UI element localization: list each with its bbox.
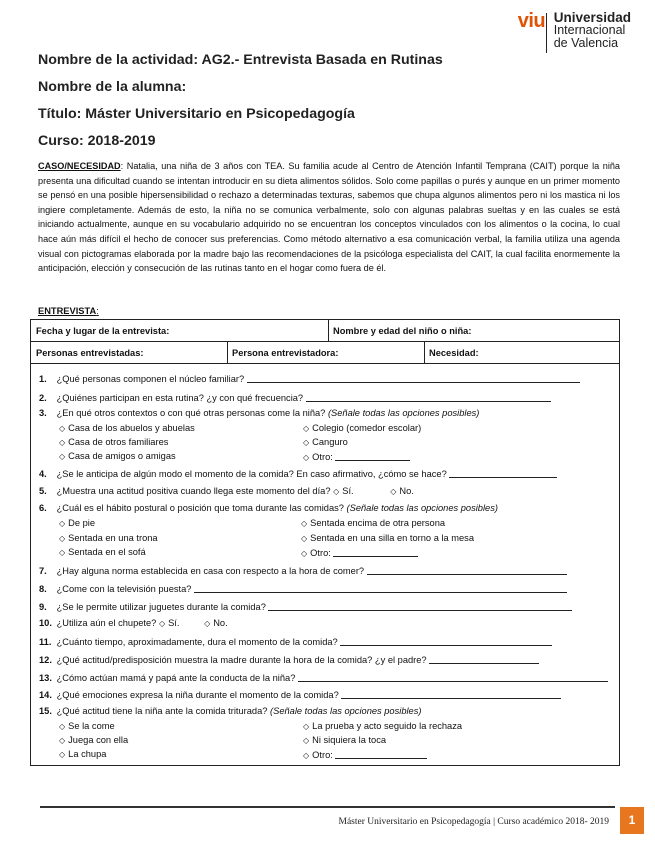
answer-line[interactable]	[429, 654, 539, 664]
question-text: ¿Qué emociones expresa la niña durante el momento de la comida?	[56, 690, 339, 700]
question-number: 5.	[39, 486, 47, 496]
diamond-icon: ◇	[59, 736, 66, 745]
child-name-age-field[interactable]: Nombre y edad del niño o niña:	[333, 326, 472, 336]
diamond-icon: ◇	[301, 549, 308, 558]
question-hint: (Señale todas las opciones posibles)	[327, 408, 480, 418]
question-6	[39, 503, 498, 513]
question-text: ¿Quiénes participan en esta rutina? ¿y con qué frecuencia?	[56, 393, 304, 403]
option-yes[interactable]: Sí.	[342, 486, 354, 496]
logo-line-1: Universidad	[553, 10, 631, 25]
question-1	[39, 373, 580, 384]
option-label: Canguro	[312, 437, 348, 447]
logo-line-2: Internacional	[553, 23, 626, 37]
answer-line[interactable]	[449, 468, 557, 478]
answer-line[interactable]	[367, 565, 567, 575]
interview-form	[30, 319, 620, 766]
question-number: 4.	[39, 469, 47, 479]
question-9	[39, 601, 572, 612]
option-label: Otro:	[312, 452, 333, 462]
question-4	[39, 468, 557, 479]
option-checkbox[interactable]	[59, 423, 195, 433]
diamond-icon: ◇	[303, 424, 310, 433]
option-checkbox[interactable]	[301, 547, 418, 558]
diamond-icon: ◇	[59, 519, 66, 528]
diamond-icon: ◇	[59, 750, 66, 759]
answer-line[interactable]	[194, 583, 567, 593]
question-text: ¿Come con la televisión puesta?	[56, 584, 192, 594]
option-checkbox[interactable]	[59, 721, 115, 731]
student-name: Nombre de la alumna:	[38, 79, 187, 95]
option-checkbox[interactable]	[59, 451, 176, 461]
diamond-icon: ◇	[59, 722, 66, 731]
question-text: ¿Qué personas componen el núcleo familiar?	[56, 374, 245, 384]
logo-divider	[546, 13, 547, 53]
question-number: 8.	[39, 584, 47, 594]
answer-line[interactable]	[268, 601, 572, 611]
interview-label-colon: :	[96, 306, 99, 316]
diamond-icon: ◇	[301, 519, 308, 528]
diamond-icon: ◇	[59, 548, 66, 557]
question-13	[39, 672, 608, 683]
option-checkbox[interactable]	[303, 437, 348, 447]
option-checkbox[interactable]	[59, 547, 146, 557]
question-11	[39, 636, 552, 647]
option-yes[interactable]: Sí.	[168, 618, 180, 628]
question-number: 9.	[39, 602, 47, 612]
option-label: Otro:	[310, 548, 331, 558]
question-8	[39, 583, 567, 594]
option-label: Sentada encima de otra persona	[310, 518, 446, 528]
question-number: 12.	[39, 655, 52, 665]
option-label: Sentada en el sofá	[68, 547, 146, 557]
option-label: Juega con ella	[68, 735, 129, 745]
diamond-icon: ◇	[59, 438, 66, 447]
date-place-field[interactable]: Fecha y lugar de la entrevista:	[36, 326, 170, 336]
question-text: ¿Muestra una actitud positiva cuando llega este momento del día?	[56, 486, 331, 496]
answer-line[interactable]	[298, 672, 608, 682]
question-2	[39, 392, 551, 403]
question-text: ¿Se le anticipa de algún modo el momento de la comida? En caso afirmativo, ¿cómo se hace?	[56, 469, 447, 479]
question-text: ¿Utiliza aún el chupete?	[56, 618, 157, 628]
answer-line[interactable]	[335, 749, 427, 759]
option-label: La chupa	[68, 749, 107, 759]
diamond-icon: ◇	[303, 438, 310, 447]
option-checkbox[interactable]	[301, 533, 474, 543]
page-number: 1	[620, 807, 644, 834]
diamond-icon[interactable]: ◇	[333, 487, 340, 496]
diamond-icon[interactable]: ◇	[390, 487, 397, 496]
diamond-icon: ◇	[303, 751, 310, 760]
option-label: Casa de los abuelos y abuelas	[68, 423, 195, 433]
answer-line[interactable]	[333, 547, 418, 557]
question-number: 14.	[39, 690, 52, 700]
form-header-row-1	[31, 320, 619, 342]
option-checkbox[interactable]	[59, 437, 168, 447]
footer-text: Máster Universitario en Psicopedagogía | Curso académico 2018- 2019	[338, 817, 609, 827]
option-label: Otro:	[312, 750, 333, 760]
option-label: La prueba y acto seguido la rechaza	[312, 721, 463, 731]
question-7	[39, 565, 567, 576]
interviewer-field[interactable]: Persona entrevistadora:	[232, 348, 339, 358]
degree-title: Título: Máster Universitario en Psicopedagogía	[38, 106, 355, 122]
question-hint: (Señale todas las opciones posibles)	[270, 706, 422, 716]
answer-line[interactable]	[340, 636, 552, 646]
logo-line-3: de Valencia	[553, 36, 619, 50]
option-label: Ni siquiera la toca	[312, 735, 387, 745]
option-checkbox[interactable]	[59, 749, 106, 759]
footer-rule	[40, 806, 615, 808]
need-field[interactable]: Necesidad:	[429, 348, 479, 358]
option-checkbox[interactable]	[303, 423, 421, 433]
diamond-icon: ◇	[303, 453, 310, 462]
question-12	[39, 654, 539, 665]
question-text: ¿Qué actitud tiene la niña ante la comida triturada?	[56, 706, 268, 716]
answer-line[interactable]	[335, 451, 410, 461]
question-number: 15.	[39, 706, 52, 716]
question-number: 13.	[39, 673, 52, 683]
diamond-icon: ◇	[303, 736, 310, 745]
question-15	[39, 706, 421, 716]
question-3	[39, 408, 479, 418]
question-number: 1.	[39, 374, 47, 384]
answer-line[interactable]	[341, 689, 561, 699]
diamond-icon: ◇	[59, 424, 66, 433]
option-label: Casa de otros familiares	[68, 437, 169, 447]
case-text: : Natalia, una niña de 3 años con TEA. Su familia acude al Centro de Atención Infantil Temprana (CAIT) porque la niña presenta una dificultad cuando se intentan introducir en su dieta alimentos sólidos. Solo come papillas o purés y aunque en un primer momento se pensó en una posible hipersensibilidad o rechazo a determinadas texturas, sabemos que chupa algunos alimentos pero ni los mastica ni los ingiere completamente. Además de esto, la niña no se comunica verbalmente, solo con algunas palabras sueltas y en las cuales se está iniciando actualmente, aunque en su vocabulario adquirido no se encuentran los conceptos vinculados con los alimentos o la cocina, lo cual hace aún más difícil el hecho de conocer sus preferencias. Como método alternativo a esa comunicación verbal, la familia utiliza una agenda visual con pictogramas elaborada por la madre bajo las recomendaciones de la psicóloga especialista del CAIT, la cual facilita enormemente la anticipación, elección y consecución de las rutinas tanto en el hogar como fuera de él.	[38, 161, 620, 274]
option-label: Casa de amigos o amigas	[68, 451, 176, 461]
form-header-row-2	[31, 342, 619, 364]
option-label: Sentada en una silla en torno a la mesa	[310, 533, 474, 543]
question-text: ¿Qué actitud/predisposición muestra la madre durante la hora de la comida? ¿y el padre?	[56, 655, 427, 665]
answer-line[interactable]	[247, 373, 580, 383]
university-logo	[517, 10, 631, 57]
question-text: ¿Cuánto tiempo, aproximadamente, dura el momento de la comida?	[56, 637, 338, 647]
question-number: 7.	[39, 566, 47, 576]
diamond-icon: ◇	[303, 722, 310, 731]
option-checkbox[interactable]	[59, 518, 95, 528]
activity-name: Nombre de la actividad: AG2.- Entrevista Basada en Rutinas	[38, 52, 443, 68]
question-number: 6.	[39, 503, 47, 513]
option-checkbox[interactable]	[303, 451, 410, 462]
option-checkbox[interactable]	[303, 721, 462, 731]
question-5	[39, 486, 414, 496]
interview-label-text: ENTREVISTA	[38, 306, 97, 316]
option-checkbox[interactable]	[303, 735, 386, 745]
diamond-icon: ◇	[59, 452, 66, 461]
option-label: De pie	[68, 518, 96, 528]
question-number: 3.	[39, 408, 47, 418]
question-number: 11.	[39, 637, 52, 647]
option-checkbox[interactable]	[59, 735, 128, 745]
interview-label	[38, 306, 99, 316]
question-text: ¿Hay alguna norma establecida en casa con respecto a la hora de comer?	[56, 566, 365, 576]
question-10	[39, 618, 228, 628]
question-text: ¿Se le permite utilizar juguetes durante la comida?	[56, 602, 266, 612]
question-number: 2.	[39, 393, 47, 403]
option-checkbox[interactable]	[303, 749, 427, 760]
option-label: Se la come	[68, 721, 115, 731]
option-label: Colegio (comedor escolar)	[312, 423, 422, 433]
option-checkbox[interactable]	[59, 533, 158, 543]
answer-line[interactable]	[306, 392, 551, 402]
question-text: ¿Cuál es el hábito postural o posición que toma durante las comidas?	[56, 503, 344, 513]
case-description	[38, 159, 620, 276]
option-checkbox[interactable]	[301, 518, 445, 528]
question-14	[39, 689, 561, 700]
question-text: ¿Cómo actúan mamá y papá ante la conducta de la niña?	[56, 673, 296, 683]
option-no[interactable]: No.	[399, 486, 414, 496]
logo-brand: viu	[517, 10, 546, 32]
case-label: CASO/NECESIDAD	[38, 161, 121, 171]
question-hint: (Señale todas las opciones posibles)	[346, 503, 498, 513]
option-label: Sentada en una trona	[68, 533, 158, 543]
interviewees-field[interactable]: Personas entrevistadas:	[36, 348, 144, 358]
option-no[interactable]: No.	[213, 618, 228, 628]
diamond-icon: ◇	[301, 534, 308, 543]
course-year: Curso: 2018-2019	[38, 133, 156, 149]
question-number: 10.	[39, 618, 52, 628]
question-text: ¿En qué otros contextos o con qué otras personas come la niña?	[56, 408, 326, 418]
diamond-icon[interactable]: ◇	[158, 619, 166, 628]
diamond-icon[interactable]: ◇	[204, 619, 211, 628]
diamond-icon: ◇	[59, 534, 66, 543]
